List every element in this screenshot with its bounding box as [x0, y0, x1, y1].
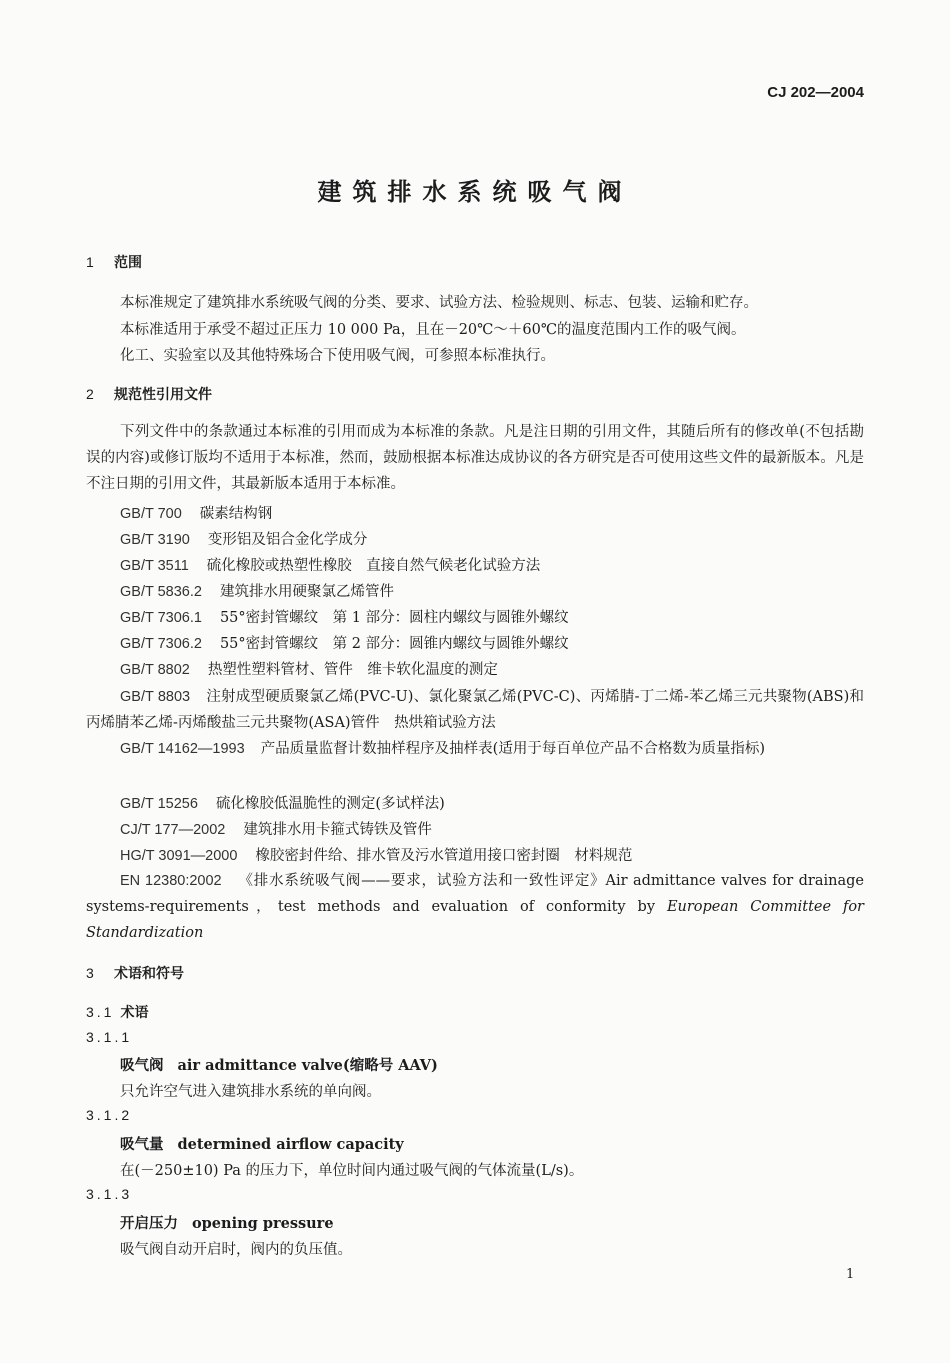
term-chinese: 开启压力 [120, 1216, 178, 1232]
reference-code: GB/T 5836.2 [120, 584, 202, 600]
section-2-intro: 下列文件中的条款通过本标准的引用而成为本标准的条款。凡是注日期的引用文件，其随后所有的修改单(不包括勘误的内容)或修订版均不适用于本标准，然而，鼓励根据本标准达成协议的各方研究是否可使用这些文件的最新版本。凡是不注日期的引用文件，其最新版本适用于本标准。 [86, 424, 864, 492]
reference-item [120, 528, 367, 549]
reference-code: GB/T 7306.2 [120, 636, 202, 652]
section-number: 3 [86, 965, 94, 981]
term-number: 3.1.2 [86, 1107, 133, 1123]
reference-code: GB/T 700 [120, 506, 182, 522]
section-title: 规范性引用文件 [114, 387, 212, 403]
reference-code: GB/T 3511 [120, 558, 189, 574]
reference-title: 建筑排水用卡箍式铸铁及管件 [243, 822, 432, 838]
reference-code: GB/T 14162—1993 [120, 741, 245, 757]
standard-number: CJ 202—2004 [767, 84, 864, 101]
reference-code: CJ/T 177—2002 [120, 822, 226, 838]
section-title: 术语和符号 [114, 966, 184, 982]
subsection-number: 3.1 [86, 1004, 115, 1020]
term-entry [120, 1133, 404, 1154]
page-number: 1 [846, 1267, 855, 1282]
reference-title: 硫化橡胶或热塑性橡胶 直接自然气候老化试验方法 [206, 558, 541, 574]
term-entry [120, 1054, 438, 1075]
section-title: 范围 [114, 255, 142, 271]
section-number: 2 [86, 386, 94, 402]
term-chinese: 吸气阀 [120, 1058, 164, 1074]
term-definition: 在(－250±10) Pa 的压力下，单位时间内通过吸气阀的气体流量(L/s)。 [120, 1163, 584, 1179]
reference-title: 55°密封管螺纹 第 2 部分：圆锥内螺纹与圆锥外螺纹 [219, 636, 569, 652]
reference-item [120, 658, 498, 679]
term-english: air admittance valve(缩略号 AAV) [177, 1057, 438, 1074]
term-number: 3.1.1 [86, 1029, 133, 1045]
section-3-heading [86, 963, 184, 983]
reference-title: 产品质量监督计数抽样程序及抽样表(适用于每百单位产品不合格数为质量指标) [260, 741, 765, 757]
reference-title: 硫化橡胶低温脆性的测定(多试样法) [215, 796, 445, 812]
reference-item [120, 580, 394, 601]
reference-title: 碳素结构钢 [199, 506, 273, 522]
subsection-title: 术语 [120, 1005, 149, 1021]
reference-item [120, 818, 432, 839]
term-english: determined airflow capacity [177, 1136, 404, 1153]
term-entry [120, 1212, 334, 1233]
reference-item [86, 736, 864, 762]
reference-code: GB/T 3190 [120, 532, 190, 548]
term-definition: 吸气阀自动开启时，阀内的负压值。 [120, 1242, 352, 1258]
reference-code: EN 12380:2002 [120, 873, 222, 889]
term-definition: 只允许空气进入建筑排水系统的单向阀。 [120, 1084, 381, 1100]
reference-item [120, 502, 272, 523]
reference-title: 橡胶密封件给、排水管及污水管道用接口密封圈 材料规范 [255, 848, 633, 864]
term-english: opening pressure [192, 1215, 334, 1232]
term-number: 3.1.3 [86, 1186, 133, 1202]
reference-title: 变形铝及铝合金化学成分 [207, 532, 368, 548]
reference-code: GB/T 8802 [120, 662, 190, 678]
reference-title: 55°密封管螺纹 第 1 部分：圆柱内螺纹与圆锥外螺纹 [219, 610, 569, 626]
reference-item [120, 554, 540, 575]
subsection-heading [86, 1002, 148, 1022]
reference-item [120, 844, 632, 865]
document-title: 建筑排水系统吸气阀 [317, 178, 633, 206]
section-2-heading [86, 384, 212, 404]
reference-title: 热塑性塑料管材、管件 维卡软化温度的测定 [207, 662, 498, 678]
reference-organization: European Committee for Standardization [86, 899, 864, 941]
reference-title: 建筑排水用硬聚氯乙烯管件 [219, 584, 394, 600]
reference-code: HG/T 3091—2000 [120, 848, 238, 864]
section-1-line: 本标准规定了建筑排水系统吸气阀的分类、要求、试验方法、检验规则、标志、包装、运输和贮存。 [120, 295, 758, 311]
reference-item [120, 632, 569, 653]
reference-code: GB/T 15256 [120, 796, 198, 812]
section-1-line: 化工、实验室以及其他特殊场合下使用吸气阀，可参照本标准执行。 [120, 348, 555, 364]
reference-item [120, 792, 445, 813]
section-1-heading [86, 252, 142, 272]
reference-code: GB/T 7306.1 [120, 610, 202, 626]
reference-code: GB/T 8803 [120, 689, 191, 705]
section-1-line: 本标准适用于承受不超过正压力 10 000 Pa，且在－20℃～＋60℃的温度范围内工作的吸气阀。 [120, 322, 746, 338]
reference-item [120, 606, 569, 627]
section-number: 1 [86, 254, 94, 270]
reference-item [86, 868, 864, 946]
reference-title: 《排水系统吸气阀——要求，试验方法和一致性评定》Air admittance valves for drainage systems-requirements，test methods and evaluation of conformity by [86, 873, 864, 915]
reference-item [86, 684, 864, 736]
reference-title: 注射成型硬质聚氯乙烯(PVC-U)、氯化聚氯乙烯(PVC-C)、丙烯腈-丁二烯-苯乙烯三元共聚物(ABS)和丙烯腈苯乙烯-丙烯酸盐三元共聚物(ASA)管件 热烘箱试验方法 [86, 689, 864, 731]
term-chinese: 吸气量 [120, 1137, 164, 1153]
